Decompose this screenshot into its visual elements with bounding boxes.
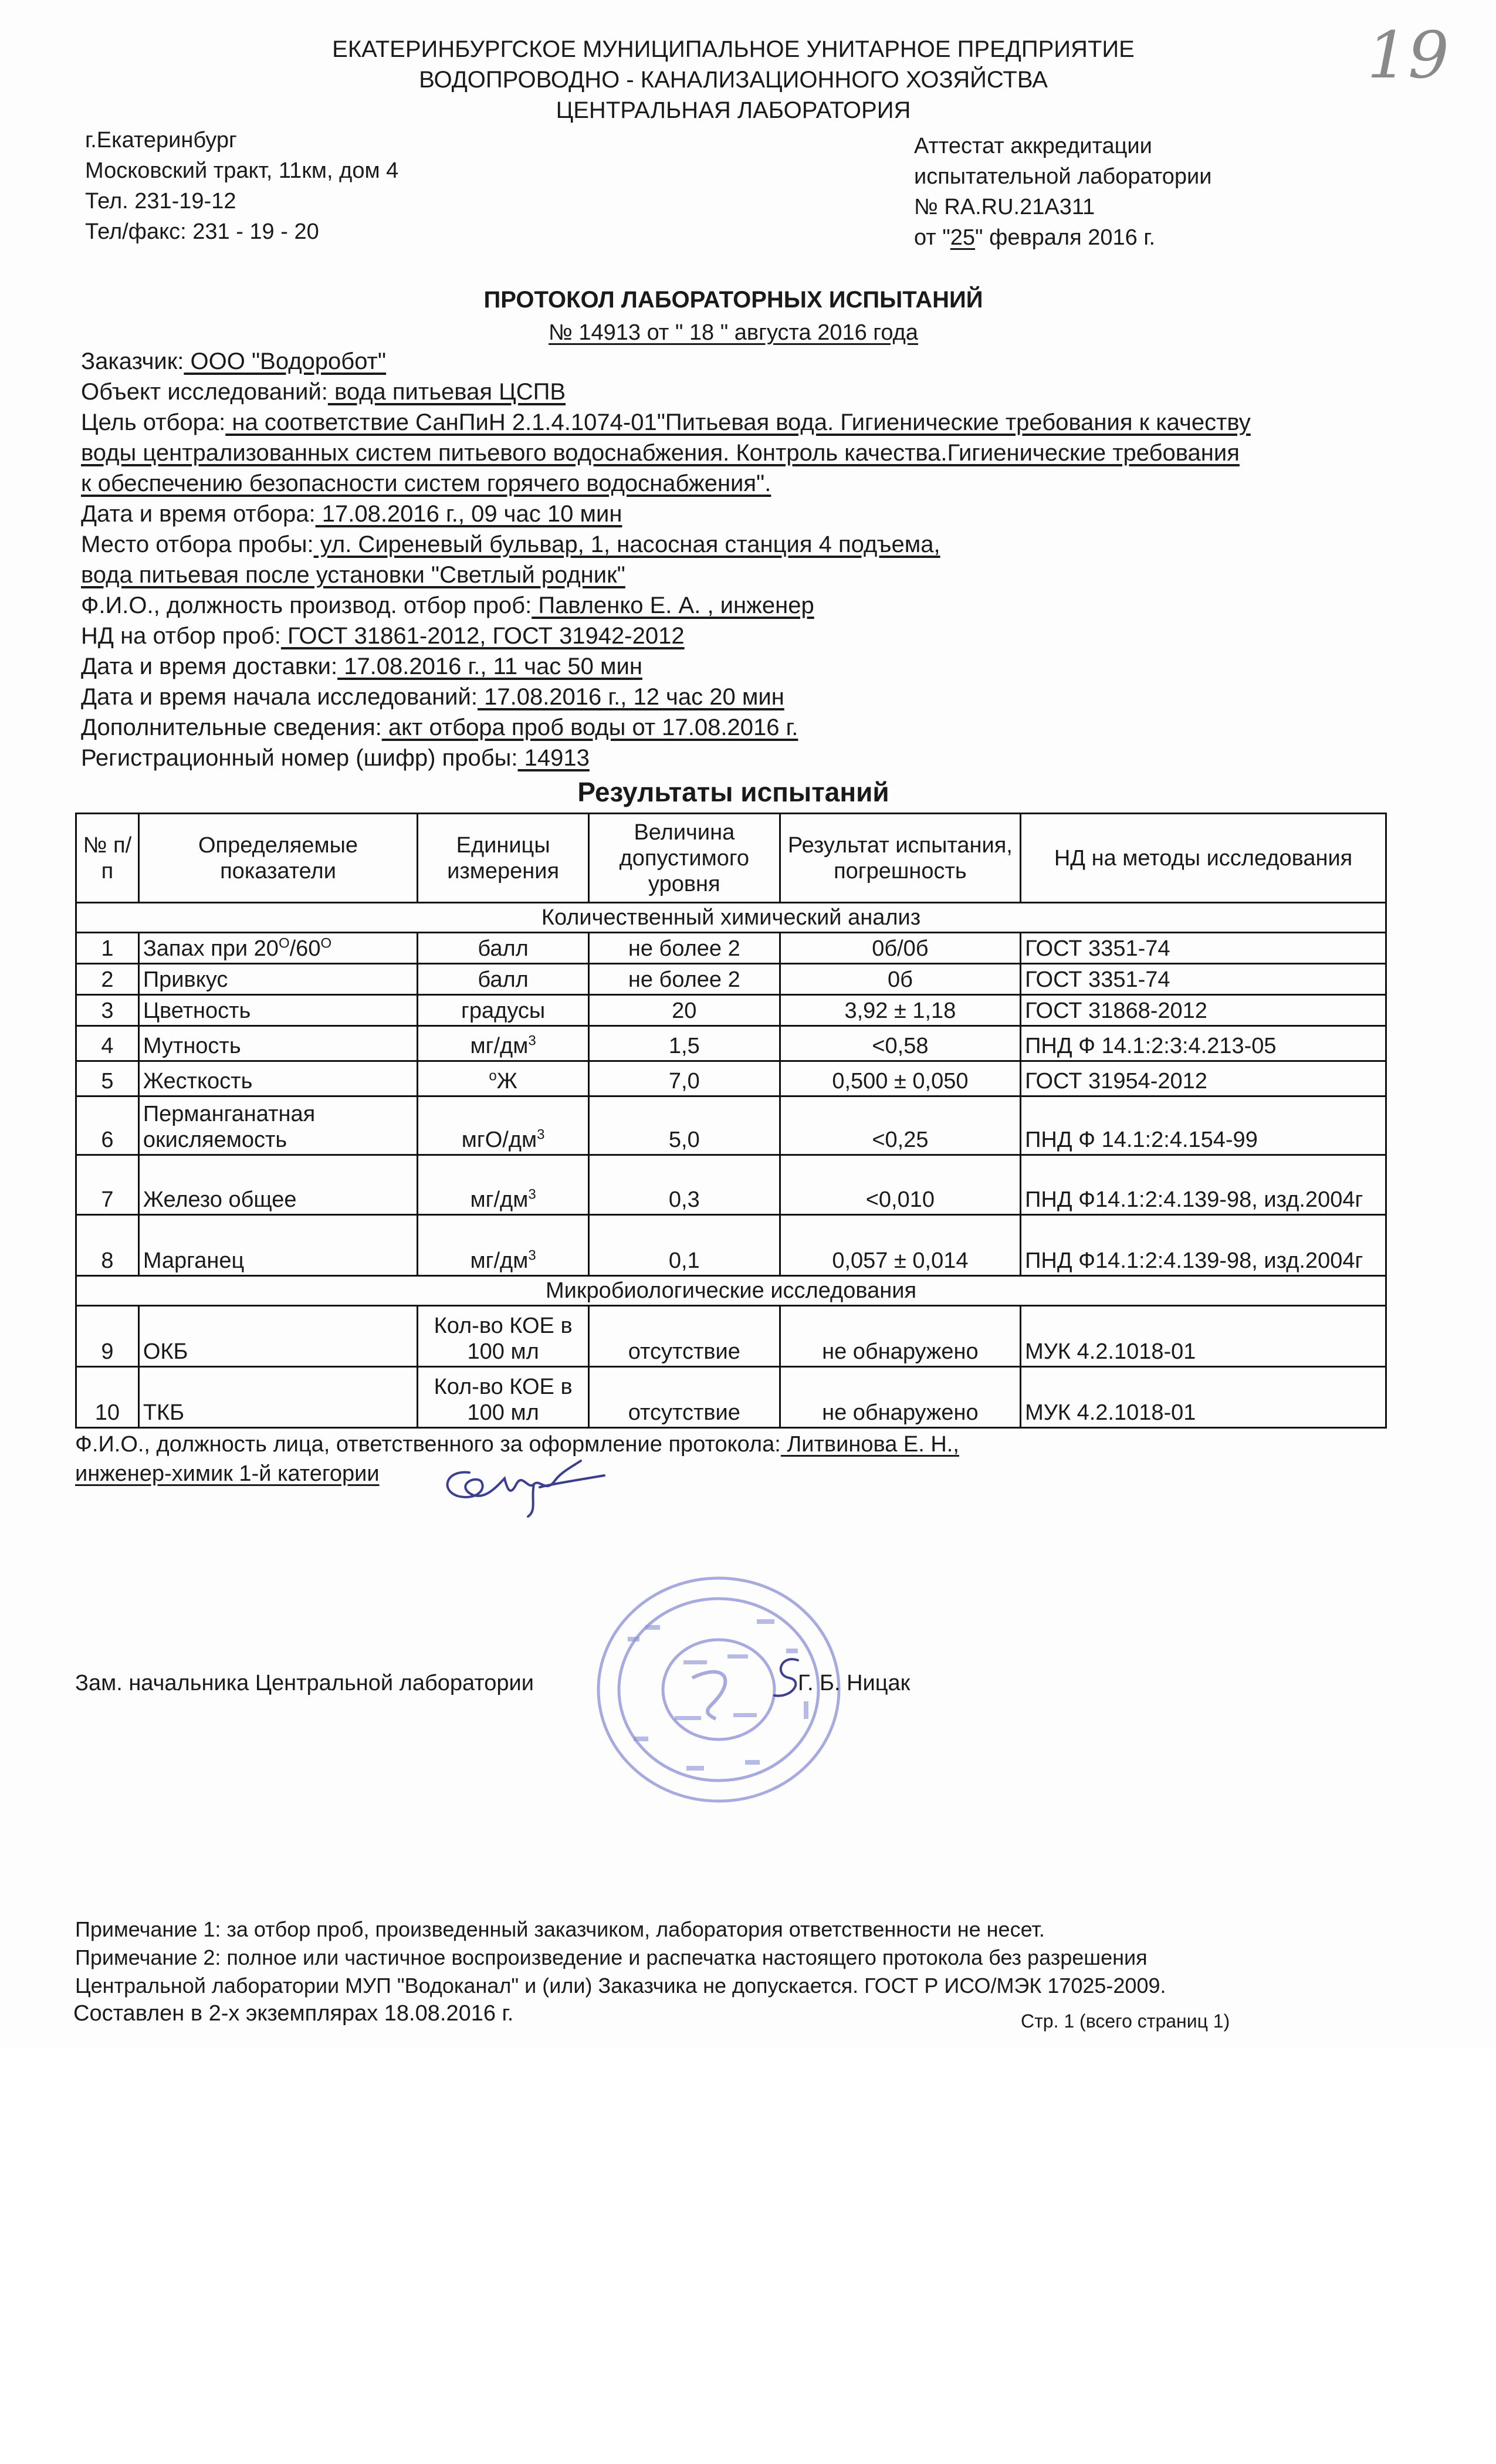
additional-info-field: Дополнительные сведения: акт отбора проб воды от 17.08.2016 г.: [81, 715, 798, 740]
analysis-start-field: Дата и время начала исследований: 17.08.2016 г., 12 час 20 мин: [81, 684, 784, 710]
row-result: <0,25: [780, 1096, 1020, 1155]
address-phone: Тел. 231-19-12: [85, 189, 236, 214]
row-num: 2: [76, 964, 139, 995]
protocol-number: № 14913 от " 18 " августа 2016 года: [549, 320, 918, 345]
row-indicator: ТКБ: [138, 1367, 417, 1428]
row-units: мгО/$дм^3$: [418, 1096, 589, 1155]
row-indicator: Перманганатная окисляемость: [138, 1096, 417, 1155]
address-fax: Тел/факс: 231 - 19 - 20: [85, 219, 319, 244]
row-method: МУК 4.2.1018-01: [1021, 1367, 1386, 1428]
row-num: 3: [76, 995, 139, 1026]
row-indicator: Привкус: [138, 964, 417, 995]
customer-field: Заказчик: ООО "Водоробот": [81, 348, 387, 374]
row-indicator: Марганец: [138, 1215, 417, 1276]
row-method: ГОСТ 31954-2012: [1021, 1061, 1386, 1096]
results-title: Результаты испытаний: [577, 777, 889, 807]
row-result: не обнаружено: [780, 1367, 1020, 1428]
table-row: [76, 1215, 1386, 1276]
row-num: 6: [76, 1096, 139, 1155]
row-allowed: не более 2: [588, 933, 780, 964]
row-units: $мг/дм^3$: [418, 1215, 589, 1276]
signature-litvinova: [434, 1449, 622, 1519]
row-indicator: Железо общее: [138, 1155, 417, 1215]
note-2-line-2: Центральной лаборатории МУП "Водоканал" и (или) Заказчика не допускается. ГОСТ Р ИСО/МЭК 17025-2009.: [75, 1974, 1166, 1998]
sampling-place-line-2: вода питьевая после установки "Светлый родник": [81, 562, 625, 588]
row-method: МУК 4.2.1018-01: [1021, 1306, 1386, 1367]
row-num: 9: [76, 1306, 139, 1367]
nd-sampling-field: НД на отбор проб: ГОСТ 31861-2012, ГОСТ 31942-2012: [81, 623, 685, 649]
header-units: Единицы измерения: [418, 814, 589, 903]
header-num: № п/п: [76, 814, 139, 903]
sampling-place-field: Место отбора пробы: ул. Сиреневый бульвар, 1, насосная станция 4 подъема,: [81, 532, 940, 557]
header-allowed: Величина допустимого уровня: [588, 814, 780, 903]
section-row-micro: [76, 1276, 1386, 1306]
row-num: 5: [76, 1061, 139, 1096]
row-units: балл: [418, 964, 589, 995]
row-indicator: Жесткость: [138, 1061, 417, 1096]
row-method: ПНД Ф14.1:2:4.139-98, изд.2004г: [1021, 1215, 1386, 1276]
row-method: ПНД Ф 14.1:2:3:4.213-05: [1021, 1026, 1386, 1061]
header-line-2: ВОДОПРОВОДНО - КАНАЛИЗАЦИОННОГО ХОЗЯЙСТВА: [419, 67, 1048, 93]
row-allowed: отсутствие: [588, 1367, 780, 1428]
table-row: [76, 1061, 1386, 1096]
header-line-1: ЕКАТЕРИНБУРГСКОЕ МУНИЦИПАЛЬНОЕ УНИТАРНОЕ ПРЕДПРИЯТИЕ: [332, 36, 1135, 62]
row-result: 0,057 ± 0,014: [780, 1215, 1020, 1276]
object-field: Объект исследований: вода питьевая ЦСПВ: [81, 379, 566, 405]
section-micro-label: Микробиологические исследования: [76, 1276, 1386, 1306]
row-allowed: 0,1: [588, 1215, 780, 1276]
note-1: Примечание 1: за отбор проб, произведенный заказчиком, лаборатория ответственности не несет.: [75, 1917, 1045, 1941]
section-chemical-label: Количественный химический анализ: [76, 903, 1386, 933]
deputy-name: Г. Б. Ницак: [798, 1671, 911, 1695]
accreditation-date: от "25" февраля 2016 г.: [914, 225, 1156, 250]
row-num: 4: [76, 1026, 139, 1061]
purpose-field-line-3: к обеспечению безопасности систем горячего водоснабжения".: [81, 471, 771, 496]
table-row: [76, 1367, 1386, 1428]
header-result: Результат испытания, погрешность: [780, 814, 1020, 903]
row-units: балл: [418, 933, 589, 964]
address-street: Московский тракт, 11км, дом 4: [85, 158, 399, 183]
row-num: 10: [76, 1367, 139, 1428]
row-result: 0б/0б: [780, 933, 1020, 964]
copies-note: Составлен в 2-х экземплярах 18.08.2016 г.: [73, 2001, 514, 2026]
row-indicator: Мутность: [138, 1026, 417, 1061]
header-method: НД на методы исследования: [1021, 814, 1386, 903]
purpose-field-line-2: воды централизованных систем питьевого водоснабжения. Контроль качества.Гигиенические требования: [81, 440, 1240, 466]
row-units: $мг/дм^3$: [418, 1155, 589, 1215]
header-indicator: Определяемые показатели: [138, 814, 417, 903]
row-allowed: 7,0: [588, 1061, 780, 1096]
table-row: [76, 933, 1386, 964]
row-num: 7: [76, 1155, 139, 1215]
row-method: ПНД Ф14.1:2:4.139-98, изд.2004г: [1021, 1155, 1386, 1215]
note-2-line-1: Примечание 2: полное или частичное воспроизведение и распечатка настоящего протокола без разрешения: [75, 1945, 1148, 1969]
table-row: [76, 1306, 1386, 1367]
header-line-3: ЦЕНТРАЛЬНАЯ ЛАБОРАТОРИЯ: [556, 97, 911, 123]
accreditation-line-2: испытательной лаборатории: [914, 164, 1212, 189]
table-row: [76, 964, 1386, 995]
row-indicator: ОКБ: [138, 1306, 417, 1367]
row-method: ПНД Ф 14.1:2:4.154-99: [1021, 1096, 1386, 1155]
row-method: ГОСТ 3351-74: [1021, 933, 1386, 964]
row-allowed: 0,3: [588, 1155, 780, 1215]
row-allowed: отсутствие: [588, 1306, 780, 1367]
row-num: 1: [76, 933, 139, 964]
row-result: <0,58: [780, 1026, 1020, 1061]
row-result: не обнаружено: [780, 1306, 1020, 1367]
row-result: 3,92 ± 1,18: [780, 995, 1020, 1026]
table-row: [76, 995, 1386, 1026]
deputy-title: Зам. начальника Центральной лаборатории: [75, 1671, 534, 1695]
table-header-row: [76, 814, 1386, 903]
protocol-title: ПРОТОКОЛ ЛАБОРАТОРНЫХ ИСПЫТАНИЙ: [483, 287, 983, 313]
table-row: [76, 1155, 1386, 1215]
responsible-person: Ф.И.О., должность лица, ответственного за оформление протокола: Литвинова Е. Н.,: [75, 1432, 959, 1457]
row-result: 0б: [780, 964, 1020, 995]
row-units: Кол-во КОЕ в 100 мл: [418, 1367, 589, 1428]
row-num: 8: [76, 1215, 139, 1276]
sampler-field: Ф.И.О., должность производ. отбор проб: Павленко Е. А. , инженер: [81, 593, 814, 618]
row-units: градусы: [418, 995, 589, 1026]
row-method: ГОСТ 31868-2012: [1021, 995, 1386, 1026]
page-counter: Стр. 1 (всего страниц 1): [1021, 2011, 1230, 2032]
row-allowed: 20: [588, 995, 780, 1026]
table-row: [76, 1026, 1386, 1061]
row-allowed: 1,5: [588, 1026, 780, 1061]
row-allowed: не более 2: [588, 964, 780, 995]
delivery-field: Дата и время доставки: 17.08.2016 г., 11 час 50 мин: [81, 654, 642, 679]
row-allowed: 5,0: [588, 1096, 780, 1155]
address-city: г.Екатеринбург: [85, 128, 237, 153]
accreditation-line-1: Аттестат аккредитации: [914, 134, 1152, 158]
accreditation-number: № RA.RU.21А311: [914, 195, 1095, 219]
purpose-field: Цель отбора: на соответствие СанПиН 2.1.4.1074-01"Питьевая вода. Гигиенические требования к качеству: [81, 409, 1251, 435]
sampling-datetime-field: Дата и время отбора: 17.08.2016 г., 09 час 10 мин: [81, 501, 622, 527]
row-units: Кол-во КОЕ в 100 мл: [418, 1306, 589, 1367]
table-row: [76, 1096, 1386, 1155]
row-units: $мг/дм^3$: [418, 1026, 589, 1061]
row-result: 0,500 ± 0,050: [780, 1061, 1020, 1096]
registration-number-field: Регистрационный номер (шифр) пробы: 14913: [81, 745, 590, 771]
row-units: $^о$Ж: [418, 1061, 589, 1096]
responsible-position: инженер-химик 1-й категории: [75, 1461, 380, 1486]
row-method: ГОСТ 3351-74: [1021, 964, 1386, 995]
row-indicator: Запах при $20^О/60^О$: [138, 933, 417, 964]
row-indicator: Цветность: [138, 995, 417, 1026]
handwritten-page-number: 19: [1367, 18, 1449, 93]
row-result: <0,010: [780, 1155, 1020, 1215]
section-row-chemical: [76, 903, 1386, 933]
results-table: [75, 813, 1387, 1429]
